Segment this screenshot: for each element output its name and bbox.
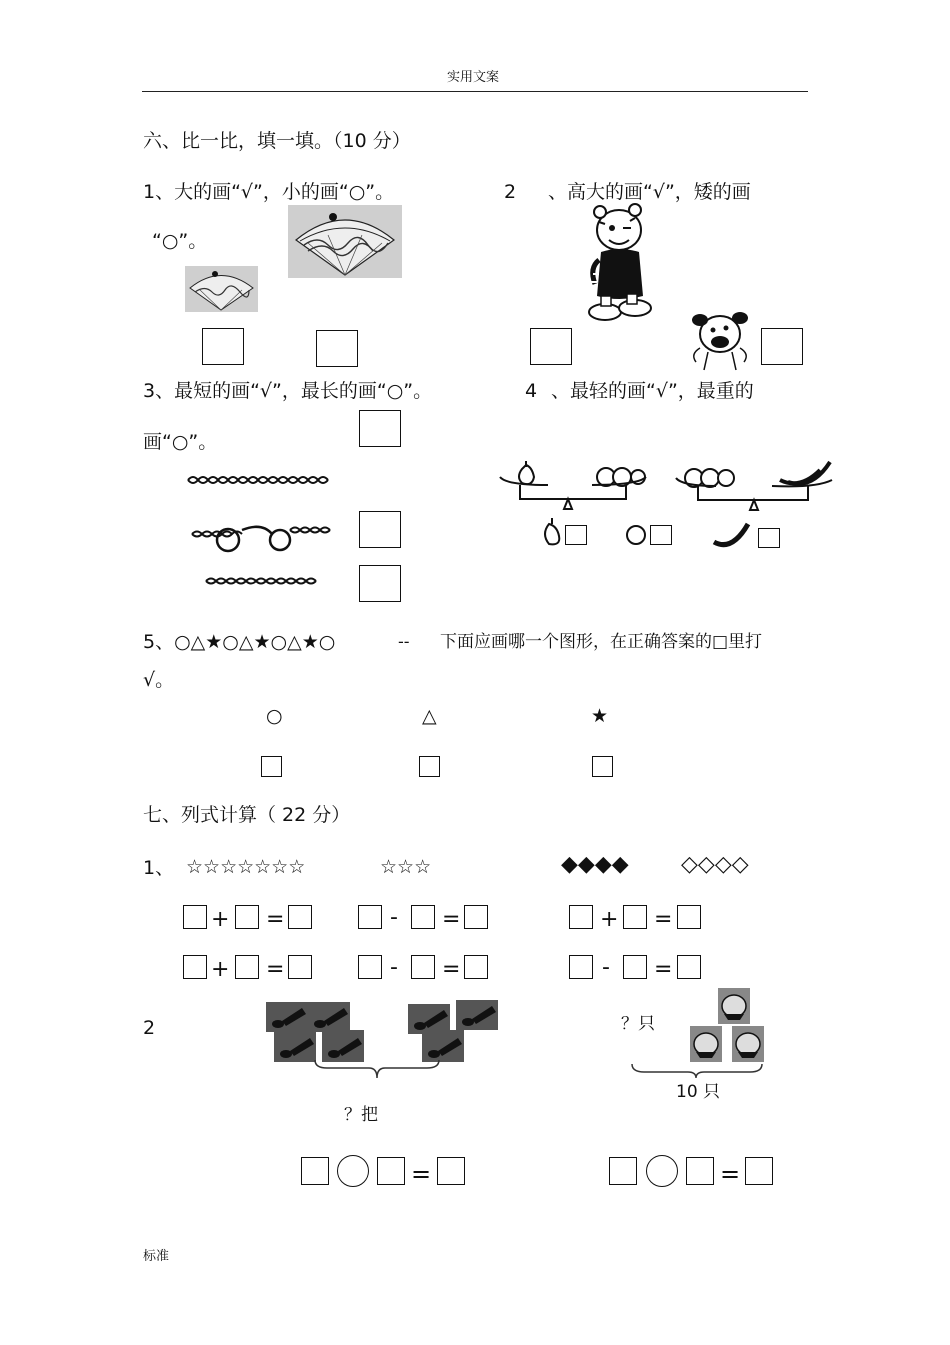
eq6-box-result[interactable] [677,955,701,979]
q4-instruction-end: 画“○”。 [143,431,218,453]
q3-instruction: 3、最短的画“√”，最长的画“○”。 [143,380,433,402]
eq5-box-result[interactable] [464,955,488,979]
section7-title: 七、列式计算（ 22 分） [143,804,351,826]
rope-long-image [190,512,336,556]
eq2-box-b[interactable] [411,905,435,929]
eq7-box-result[interactable] [437,1157,465,1185]
right-total: 10 只 [676,1082,721,1102]
q5-option-star: ★ [591,705,609,727]
eq5-minus: - [390,955,398,980]
q5-instruction-end: √。 [143,669,175,691]
fruits-image [688,986,766,1064]
answer-box-large-fan[interactable] [316,330,358,367]
checkbox-triangle[interactable] [419,756,440,777]
eq1-box-b[interactable] [235,905,259,929]
right-brace [630,1062,764,1080]
rope-short-image [204,574,324,588]
q5-option-circle: ○ [266,705,283,727]
balance-apple-banana-image [676,456,834,516]
answer-box-small-fan[interactable] [202,328,244,365]
left-brace [313,1058,441,1080]
left-question: ？把 [344,1105,378,1125]
eq4-box-result[interactable] [288,955,312,979]
q2-instruction: 、高大的画“√”，矮的画 [548,181,751,203]
eq8-box-result[interactable] [745,1157,773,1185]
eq7-box-b[interactable] [377,1157,405,1185]
right-question: ？只 [621,1014,655,1034]
eq1-equals: = [266,907,285,932]
rope-medium-image [186,472,336,488]
eq8-box-b[interactable] [686,1157,714,1185]
fan-icon [185,266,258,312]
pear-icon [541,518,561,546]
eq7-equals: = [411,1160,432,1188]
q4-number: 4 [525,380,538,402]
answer-box-apple[interactable] [650,525,672,545]
q5-instruction: 下面应画哪一个图形，在正确答案的□里打 [440,632,763,652]
eq4-plus: + [211,957,230,982]
hollow-diamonds: ◇◇◇◇ [681,852,749,877]
eq2-minus: - [390,905,398,930]
answer-box-tiger[interactable] [530,328,572,365]
q5-sequence: 5、○△★○△★○△★○ [143,631,336,653]
eq6-equals: = [654,957,673,982]
balance-pear-apple-image [498,455,648,515]
page-footer: 标准 [143,1249,170,1264]
s7-q2-label: 2 [143,1017,156,1039]
eq7-box-a[interactable] [301,1157,329,1185]
eq6-box-b[interactable] [623,955,647,979]
section6-title: 六、比一比，填一填。（10 分） [143,130,411,152]
eq3-plus: + [600,907,619,932]
large-fan-image [288,205,402,278]
fan-icon [288,205,402,278]
answer-box-rope-medium[interactable] [359,410,401,447]
q2-instruction-end: “○”。 [152,230,208,252]
eq7-operator-circle[interactable] [337,1155,369,1187]
checkbox-circle[interactable] [261,756,282,777]
answer-box-pear[interactable] [565,525,587,545]
eq2-box-result[interactable] [464,905,488,929]
hollow-stars-three: ☆☆☆ [380,856,432,878]
eq4-box-a[interactable] [183,955,207,979]
eq4-equals: = [266,957,285,982]
answer-box-banana[interactable] [758,528,780,548]
q5-dash: -- [398,632,410,651]
eq1-plus: + [211,907,230,932]
eq6-box-a[interactable] [569,955,593,979]
eq5-box-b[interactable] [411,955,435,979]
small-fan-image [185,266,258,312]
eq8-equals: = [720,1160,741,1188]
s7-q1-label: 1、 [143,857,175,879]
eq5-equals: = [442,957,461,982]
hollow-stars-seven: ☆☆☆☆☆☆☆ [186,856,306,878]
q5-option-triangle: △ [422,705,437,727]
eq3-box-b[interactable] [623,905,647,929]
apple-icon [624,524,648,546]
eq1-box-result[interactable] [288,905,312,929]
answer-box-rope-long[interactable] [359,511,401,548]
eq3-box-result[interactable] [677,905,701,929]
eq1-box-a[interactable] [183,905,207,929]
tiger-image [585,200,657,324]
eq8-operator-circle[interactable] [646,1155,678,1187]
page-header: 实用文案 [447,70,500,85]
answer-box-dog[interactable] [761,328,803,365]
eq4-box-b[interactable] [235,955,259,979]
banana-icon [712,522,752,550]
eq2-equals: = [442,907,461,932]
eq3-equals: = [654,907,673,932]
eq6-minus: - [602,955,610,980]
q1-instruction: 1、大的画“√”，小的画“○”。 [143,181,395,203]
eq3-box-a[interactable] [569,905,593,929]
combs-image [266,1000,502,1066]
answer-box-rope-short[interactable] [359,565,401,602]
checkbox-star[interactable] [592,756,613,777]
solid-diamonds: ◆◆◆◆ [561,852,629,877]
header-divider [142,91,808,92]
eq8-box-a[interactable] [609,1157,637,1185]
dog-image [690,306,752,372]
q2-number: 2 [504,181,517,203]
eq2-box-a[interactable] [358,905,382,929]
eq5-box-a[interactable] [358,955,382,979]
q4-instruction: 、最轻的画“√”，最重的 [551,380,754,402]
